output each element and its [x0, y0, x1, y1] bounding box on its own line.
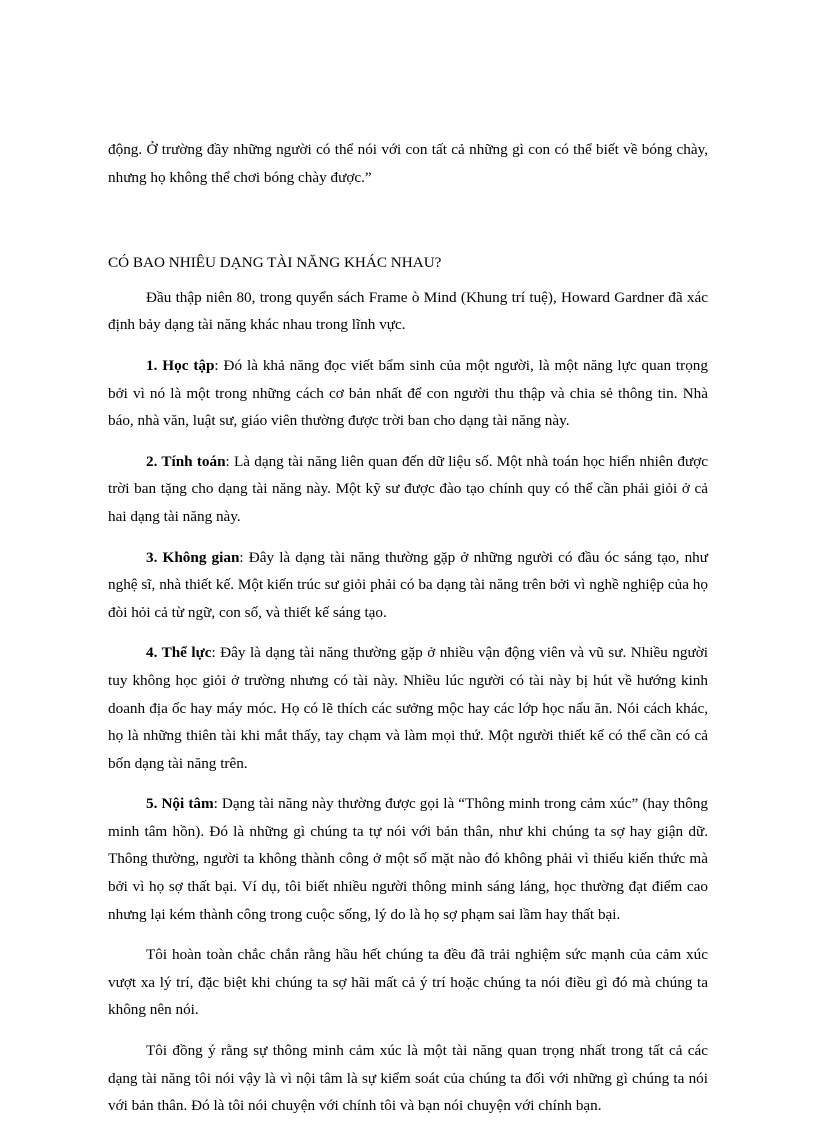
talent-item-term: 1. Học tập [146, 356, 215, 374]
talent-item-text: : Đây là dạng tài năng thường gặp ở nhiều vận động viên và vũ sư. Nhiều người tuy không học giỏi ở trường nhưng có tài này. Nhiều lúc người có tài này bị hút về hướng kinh doanh địa ốc hay máy móc. Họ có lẽ thích các sưởng mộc hay các lớp học nấu ăn. Nói cách khác, họ là những thiên tài khi mắt thấy, tay chạm và làm mọi thứ. Một người thiết kế có thể cần có cả bốn dạng tài năng trên. [108, 644, 708, 772]
talent-item-text: : Dạng tài năng này thường được gọi là “Thông minh trong cảm xúc” (hay thông minh tâm hồn). Đó là những gì chúng ta tự nói với bản thân, như khi chúng ta sợ hay giận dữ. Thông thường, người ta không thành công ở một số mặt nào đó không phải vì thiếu kiến thức mà bởi vì họ sợ thất bại. Ví dụ, tôi biết nhiều người thông minh sáng láng, học thường đạt điểm cao nhưng lại kém thành công trong cuộc sống, lý do là họ sợ phạm sai lầm hay thất bại. [108, 795, 708, 923]
talent-item-4 [108, 639, 708, 777]
page-body [108, 136, 708, 1120]
closing-paragraph-2: Tôi đồng ý rằng sự thông minh cảm xúc là một tài năng quan trọng nhất trong tất cả các dạng tài năng tôi nói vậy là vì nội tâm là sự kiểm soát của chúng ta đối với những gì chúng ta nói với bản thân. Đó là tôi nói chuyện với chính tôi và bạn nói chuyện với chính bạn. [108, 1042, 708, 1115]
talent-item-5 [108, 790, 708, 928]
talent-item-term: 5. Nội tâm [146, 795, 214, 813]
talent-item-text: : Là dạng tài năng liên quan đến dữ liệu số. Một nhà toán học hiển nhiên được trời ban tặng cho dạng tài năng này. Một kỹ sư được đào tạo chính quy có thể cần phải giỏi ở cả hai dạng tài năng này. [108, 452, 708, 525]
talent-item-text: : Đây là dạng tài năng thường gặp ở những người có đầu óc sáng tạo, như nghệ sĩ, nhà thiết kế. Một kiến trúc sư giỏi phải có ba dạng tài năng trên bởi vì nghề nghiệp của họ đòi hỏi cả từ ngữ, con số, và thiết kế sáng tạo. [108, 548, 709, 621]
talent-item-2 [108, 448, 708, 531]
talent-item-text: : Đó là khả năng đọc viết bẩm sinh của một người, là một năng lực quan trọng bởi vì nó là một trong những cách cơ bản nhất để con người thu thập và chia sẻ thông tin. Nhà báo, nhà văn, luật sư, giáo viên thường được trời ban cho dạng tài năng này. [108, 356, 708, 430]
closing-paragraph-1: Tôi hoàn toàn chắc chắn rằng hầu hết chúng ta đều đã trải nghiệm sức mạnh của cảm xúc vượt xa lý trí, đặc biệt khi chúng ta sợ hãi mất cả ý trí hoặc chúng ta nói điều gì đó mà chúng ta không nên nói. [108, 946, 708, 1019]
talent-item-term: 3. Không gian [146, 548, 240, 566]
talent-item-term: 2. Tính toán [146, 452, 226, 470]
talent-item-term: 4. Thể lực [146, 644, 212, 662]
talent-item-1 [108, 352, 708, 435]
talent-item-3 [108, 544, 708, 627]
intro-paragraph: Đầu thập niên 80, trong quyển sách Frame ò Mind (Khung trí tuệ), Howard Gardner đã xác định bảy dạng tài năng khác nhau trong lĩnh vực. [108, 288, 708, 334]
opening-paragraph: động. Ở trường đầy những người có thể nói với con tất cả những gì con có thể biết về bóng chày, nhưng họ không thể chơi bóng chày được.” [108, 141, 708, 186]
section-heading: CÓ BAO NHIÊU DẠNG TÀI NĂNG KHÁC NHAU? [108, 254, 442, 272]
